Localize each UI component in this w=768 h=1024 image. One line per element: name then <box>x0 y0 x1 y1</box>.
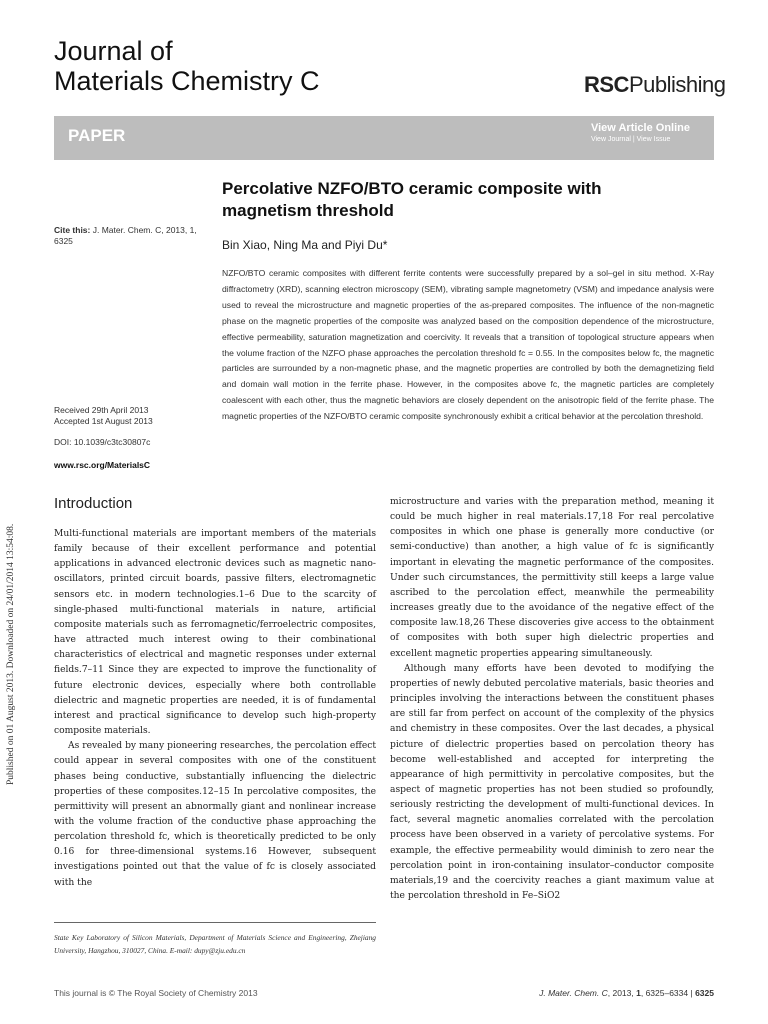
cite-label: Cite this: <box>54 225 91 235</box>
view-article-online-link[interactable]: View Article Online <box>590 122 690 134</box>
view-journal-link[interactable]: View Journal <box>590 136 631 143</box>
view-issue-link[interactable]: View Issue <box>636 136 671 143</box>
publisher-logo-rest: Publishing <box>628 72 726 97</box>
copyright-footer: This journal is © The Royal Society of Chemistry 2013 <box>54 988 258 998</box>
footer-pages: , 6325–6334 <box>640 988 689 998</box>
received-date: Received 29th April 2013 <box>54 405 149 415</box>
journal-title-line2: Materials Chemistry C <box>54 66 320 96</box>
view-online-links <box>591 122 690 143</box>
article-title: Percolative NZFO/BTO ceramic composite with magnetism threshold <box>222 179 602 220</box>
body-column-left <box>54 527 376 891</box>
citation-footer <box>500 988 714 998</box>
footer-volume: 1 <box>636 988 641 998</box>
paragraph: Multi-functional materials are important members of the materials family because of their excellent performance and potential applications in advanced electronic devices such as magnetic nano-oscillators, printed circuit boards, passive filters, electromagnetic sensors etc. in modern technologies.1–6 Due to the scarcity of single-phased multi-functional materials in nature, artificial composite materials such as ferromagnetic/ferroelectric composites, have attracted much interest owing to their combinational characteristics of electrical and magnetic responses under external fields.7–11 Since they are expected to improve the functionality of future electronic devices, especially where both controllable dielectric and magnetic properties are needed, it is of fundamental interest and practical significance to develop such high-property composite materials. <box>54 529 376 737</box>
page-number: 6325 <box>695 988 714 998</box>
abstract: NZFO/BTO ceramic composites with different ferrite contents were successfully prepared by a sol–gel in situ method. X-Ray diffractometry (XRD), scanning electron microscopy (SEM), vibrating sample magnetometry (VSM) and impedance analysis were used to reveal the microstructure and magnetic properties of the as-prepared composites. The influence of the non-magnetic phase on the magnetic properties of the composite was analyzed based on the composition dependence of the microstructure, effective permeability, saturation magnetization and coercivity. It reveals that a transition of topological structure appears when the volume fraction of the NZFO phase approaches the percolation threshold fc = 0.55. In the composites below fc, the magnetic particles are surrounded by a non-magnetic phase, and the magnetic properties are controlled by both the demagnetizing field and domain wall motion in the ferrite phase. However, in the composites above fc, the magnetic particles are completely coalescent with each other, thus the magnetic behaviors are closely dependent on the anisotropic field of the ferrite phase. The magnetic properties of the NZFO/BTO ceramic composite synchronously exhibit a critical behavior at the percolation threshold. <box>222 268 714 422</box>
paragraph: microstructure and varies with the preparation method, meaning it could be much higher in real materials.17,18 For real percolative composites in which one phase is generally more conductive (or semi-conductive) than another, a high value of fc is significantly important in elevating the magnetic performance of the composites. Under such circumstances, the permittivity still keeps a large value ascribed to the percolation effect, meanwhile the permeability increases greatly due to the avoidance of the negative effect of the composite law.18,26 These discoveries give access to the obtainment of composites with both super high dielectric properties and excellent magnetic properties appearing simultaneously. <box>390 497 714 659</box>
accepted-date: Accepted 1st August 2013 <box>54 416 153 426</box>
article-type-banner <box>54 116 714 160</box>
download-notice <box>6 295 18 785</box>
cite-text: J. Mater. Chem. C, 2013, 1, 6325 <box>54 225 197 246</box>
download-notice-text: Published on 01 August 2013. Downloaded on 24/01/2014 13:54:08. <box>6 523 16 785</box>
link-separator: | <box>632 136 635 143</box>
journal-url-link[interactable]: www.rsc.org/MaterialsC <box>54 460 151 470</box>
affiliation-footnote: State Key Laboratory of Silicon Materials, Department of Materials Science and Engineering, Zhejiang University, Hangzhou, 310027, China. E-mail: dupy@zju.edu.cn <box>54 933 376 955</box>
article-type-label: PAPER <box>68 126 126 145</box>
body-column-right <box>390 495 714 904</box>
publisher-logo-bold: RSC <box>584 72 629 97</box>
footnote-divider <box>54 922 376 923</box>
paragraph: Although many efforts have been devoted to modifying the properties of newly debuted percolative materials, basic theories and principles involving the interactions between the constituent phases are still far from perfect on account of the complexity of the physics and chemistry in these composites. Over the last decades, a physical picture of dielectric properties based on percolation theory has become well-established and accepted for interpreting the appearance of high permittivity in percolative composites, but the aspect of magnetic properties has not been studied so profoundly, seriously restricting the development of multi-functional devices. In fact, several magnetic anomalies correlated with the percolation process have been observed in a variety of percolative systems. For example, the effective permeability would diminish to zero near the percolation point in iron-containing insulator–conductor composite materials,19 and the coercivity reaches a giant maximum value at the percolation threshold in Fe–SiO2 <box>390 663 714 902</box>
author-list: Bin Xiao, Ning Ma and Piyi Du* <box>222 238 388 252</box>
footer-year: , 2013, <box>607 988 637 998</box>
cite-this <box>54 225 214 247</box>
footer-separator: | <box>690 988 696 998</box>
dates-box <box>54 405 214 427</box>
journal-title-line1: Journal of <box>54 36 173 66</box>
publisher-logo[interactable] <box>584 72 725 98</box>
doi[interactable]: DOI: 10.1039/c3tc30807c <box>54 437 151 447</box>
footer-journal: J. Mater. Chem. C <box>539 988 608 998</box>
paragraph: As revealed by many pioneering researches, the percolation effect could appear in several composites with one of the constituent phases being conductive, substantially influencing the dielectric properties of these composites.12–15 In percolative composites, the permittivity will present an abnormally giant and nonlinear increase with the volume fraction of the conductive phase approaching the percolation threshold fc, which is theoretically predicted to be only 0.16 for three-dimensional systems.16 However, subsequent investigations pointed out that the value of fc is closely associated with the <box>54 741 376 888</box>
journal-title <box>54 36 320 96</box>
section-heading-introduction: Introduction <box>54 495 133 512</box>
